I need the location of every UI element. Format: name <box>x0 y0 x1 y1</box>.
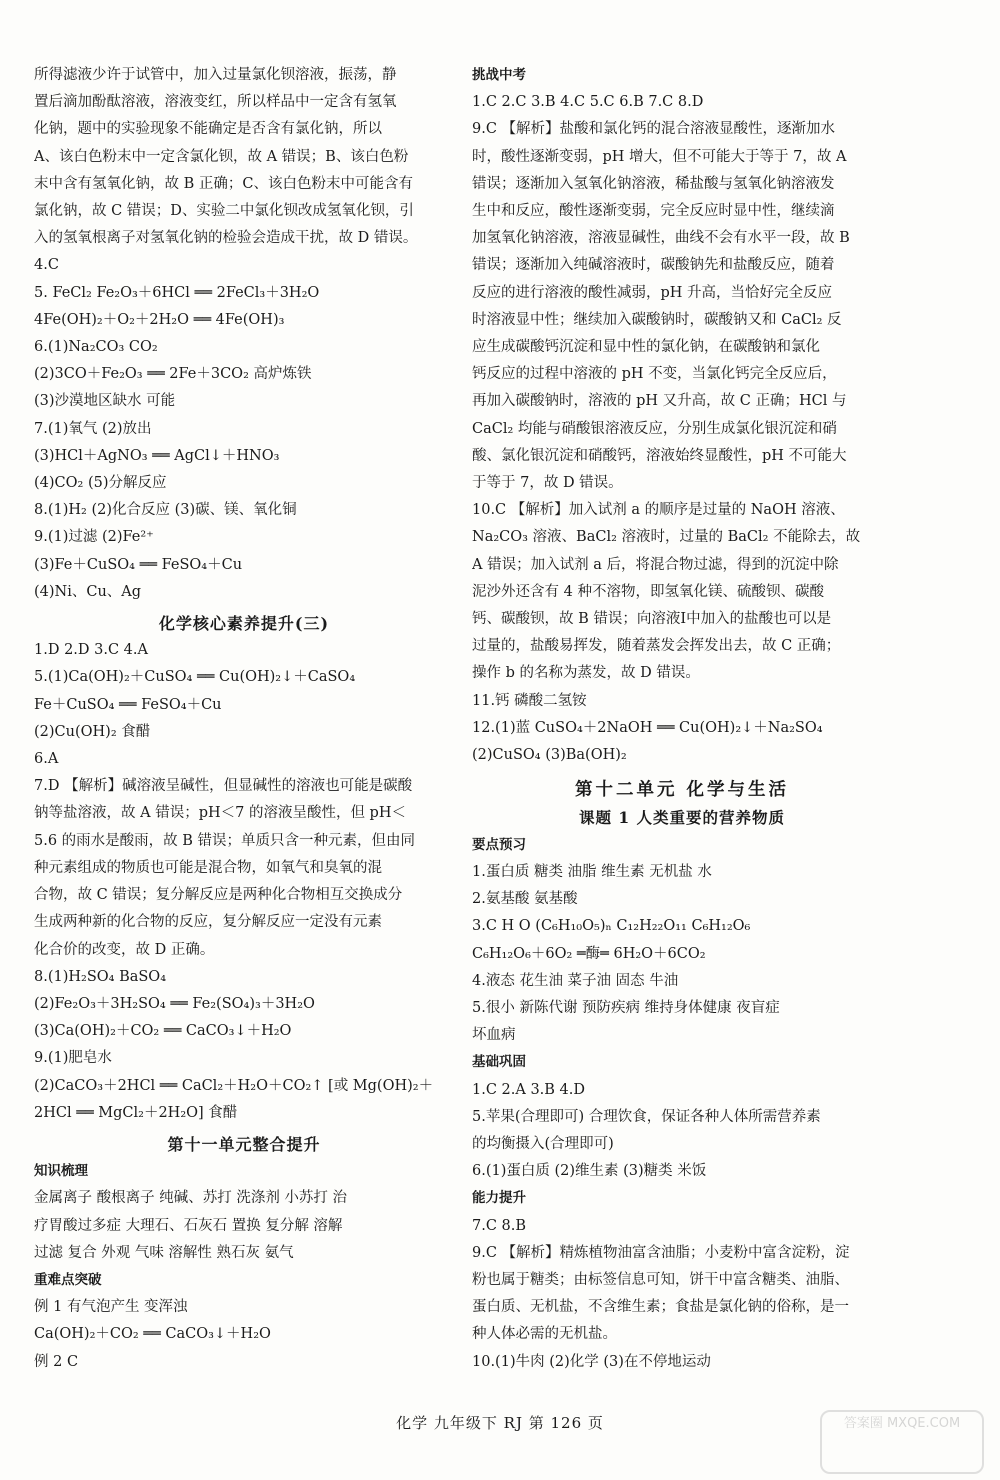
text-line: 时，酸性逐渐变弱，pH 增大，但不可能大于等于 7，故 A <box>472 148 847 165</box>
text-line: 过滤 复合 外观 气味 溶解性 熟石灰 氨气 <box>34 1244 294 1261</box>
text-line: 氯化钠，故 C 错误；D、实验二中氯化钡改成氢氧化钡，引 <box>34 203 414 220</box>
text-line: (2)Fe₂O₃＋3H₂SO₄ ══ Fe₂(SO₄)₃＋3H₂O <box>34 995 315 1012</box>
text-line: 于等于 7，故 D 错误。 <box>472 475 623 492</box>
text-line: (4)Ni、Cu、Ag <box>34 583 142 600</box>
text-line: (2)Cu(OH)₂ 食醋 <box>34 723 151 740</box>
section-heading: 第十一单元整合提升 <box>167 1134 321 1154</box>
text-line: 8.(1)H₂ (2)化合反应 (3)碳、镁、氧化铜 <box>34 502 297 519</box>
text-line: 钙、碳酸钡，故 B 错误；向溶液Ⅰ中加入的盐酸也可以是 <box>472 611 832 628</box>
text-line: 4Fe(OH)₂＋O₂＋2H₂O ══ 4Fe(OH)₃ <box>34 311 285 328</box>
text-line: 1.D 2.D 3.C 4.A <box>34 642 148 659</box>
text-line: 8.(1)H₂SO₄ BaSO₄ <box>34 968 167 985</box>
text-line: 钙反应的过程中溶液的 pH 不变，当氯化钙完全反应后， <box>472 366 837 383</box>
section-heading: 基础巩固 <box>472 1054 526 1071</box>
section-heading: 化学核心素养提升(三) <box>158 614 330 634</box>
text-line: 生中和反应，酸性逐渐变弱，完全反应时显中性，继续滴 <box>472 203 835 220</box>
text-line: 应生成碳酸钙沉淀和显中性的氯化钠，在碳酸钠和氯化 <box>472 339 820 356</box>
text-line: 错误；逐渐加入氢氧化钠溶液，稀盐酸与氢氧化钠溶液发 <box>472 175 835 192</box>
text-line: C₆H₁₂O₆＋6O₂ ═酶═ 6H₂O＋6CO₂ <box>472 945 706 962</box>
text-line: 5. FeCl₂ Fe₂O₃＋6HCl ══ 2FeCl₃＋3H₂O <box>34 284 320 301</box>
text-line: (3)沙漠地区缺水 可能 <box>34 393 176 410</box>
text-line: 所得滤液少许于试管中，加入过量氯化钡溶液，振荡，静 <box>34 67 397 83</box>
text-line: A、该白色粉末中一定含氯化钡，故 A 错误；B、该白色粉 <box>34 148 409 165</box>
text-line: 钠等盐溶液，故 A 错误；pH＜7 的溶液呈酸性，但 pH＜ <box>34 805 406 822</box>
text-line: 4.C <box>34 257 59 274</box>
text-line: 例 2 C <box>34 1353 79 1370</box>
text-line: 疗胃酸过多症 大理石、石灰石 置换 复分解 溶解 <box>34 1217 343 1234</box>
text-line: 6.A <box>34 751 59 768</box>
left-column <box>34 62 454 1376</box>
text-line: 种人体必需的无机盐。 <box>472 1326 617 1343</box>
text-line: 化合价的改变，故 D 正确。 <box>34 941 215 958</box>
text-line: 种元素组成的物质也可能是混合物，如氧气和臭氧的混 <box>34 859 382 876</box>
text-line: 5.很小 新陈代谢 预防疾病 维持身体健康 夜盲症 <box>472 999 780 1016</box>
section-heading: 重难点突破 <box>34 1271 102 1288</box>
text-line: 9.(1)过滤 (2)Fe²⁺ <box>34 529 154 546</box>
text-line: 生成两种新的化合物的反应，复分解反应一定没有元素 <box>34 914 382 931</box>
text-line: 加氢氧化钠溶液，溶液显碱性，曲线不会有水平一段，故 B <box>472 230 850 247</box>
text-line: Ca(OH)₂＋CO₂ ══ CaCO₃↓＋H₂O <box>34 1326 271 1343</box>
text-line: 坏血病 <box>472 1027 516 1044</box>
text-line: 化钠，题中的实验现象不能确定是否含有氯化钠，所以 <box>34 121 382 138</box>
section-heading: 课题 1 人类重要的营养物质 <box>578 808 786 828</box>
text-line: 合物，故 C 错误；复分解反应是两种化合物相互交换成分 <box>34 887 403 904</box>
text-line: 末中含有氢氧化钠，故 B 正确；C、该白色粉末中可能含有 <box>34 175 413 192</box>
section-heading: 能力提升 <box>472 1190 526 1207</box>
text-line: 10.(1)牛肉 (2)化学 (3)在不停地运动 <box>472 1353 711 1370</box>
text-line: (2)CaCO₃＋2HCl ══ CaCl₂＋H₂O＋CO₂↑ [或 Mg(OH)₂＋ <box>34 1077 434 1094</box>
text-line: 的均衡摄入(合理即可) <box>472 1135 614 1152</box>
text-line: 泥沙外还含有 4 种不溶物，即氢氧化镁、硫酸钡、碳酸 <box>472 583 824 600</box>
text-line: 金属离子 酸根离子 纯碱、苏打 洗涤剂 小苏打 治 <box>34 1190 348 1207</box>
text-line: 7.C 8.B <box>472 1217 527 1234</box>
text-line: 过量的，盐酸易挥发，随着蒸发会挥发出去，故 C 正确； <box>472 638 841 655</box>
text-line: 1.蛋白质 糖类 油脂 维生素 无机盐 水 <box>472 863 712 880</box>
text-line: 6.(1)蛋白质 (2)维生素 (3)糖类 米饭 <box>472 1163 707 1180</box>
section-heading: 知识梳理 <box>34 1163 88 1180</box>
section-heading: 第十二单元 化学与生活 <box>574 780 790 801</box>
text-line: 酸、氯化银沉淀和硝酸钙，溶液始终显酸性，pH 不可能大 <box>472 447 847 464</box>
text-line: 3.C H O (C₆H₁₀O₅)ₙ C₁₂H₂₂O₁₁ C₆H₁₂O₆ <box>472 918 751 935</box>
text-line: 2.氨基酸 氨基酸 <box>472 891 578 908</box>
text-line: 蛋白质、无机盐，不含维生素；食盐是氯化钠的俗称，是一 <box>472 1299 849 1316</box>
text-line: A 错误；加入试剂 a 后，将混合物过滤，得到的沉淀中除 <box>472 556 839 573</box>
section-heading: 要点预习 <box>472 836 526 853</box>
text-line: (4)CO₂ (5)分解反应 <box>34 475 167 492</box>
text-line: CaCl₂ 均能与硝酸银溶液反应，分别生成氯化银沉淀和硝 <box>472 420 837 437</box>
text-line: 9.(1)肥皂水 <box>34 1050 112 1067</box>
text-line: 5.(1)Ca(OH)₂＋CuSO₄ ══ Cu(OH)₂↓＋CaSO₄ <box>34 669 356 686</box>
text-line: 11.钙 磷酸二氢铵 <box>472 692 587 709</box>
text-line: 置后滴加酚酞溶液，溶液变红，所以样品中一定含有氢氧 <box>34 94 397 111</box>
text-line: (3)Fe＋CuSO₄ ══ FeSO₄＋Cu <box>34 556 243 573</box>
text-line: 错误；逐渐加入纯碱溶液时，碳酸钠先和盐酸反应，随着 <box>472 257 835 274</box>
text-line: 6.(1)Na₂CO₃ CO₂ <box>34 339 158 356</box>
text-line: 9.C 【解析】盐酸和氯化钙的混合溶液显酸性，逐渐加水 <box>472 121 836 138</box>
text-line: (2)3CO＋Fe₂O₃ ══ 2Fe＋3CO₂ 高炉炼铁 <box>34 366 312 383</box>
text-line: 7.D 【解析】碱溶液呈碱性，但显碱性的溶液也可能是碳酸 <box>34 778 413 795</box>
text-line: 4.液态 花生油 菜子油 固态 牛油 <box>472 972 679 989</box>
text-line: (3)Ca(OH)₂＋CO₂ ══ CaCO₃↓＋H₂O <box>34 1023 292 1040</box>
text-line: 操作 b 的名称为蒸发，故 D 错误。 <box>472 665 700 682</box>
right-column <box>472 62 892 1376</box>
text-line: 例 1 有气泡产生 变浑浊 <box>34 1299 188 1316</box>
text-line: 反应的进行溶液的酸性减弱，pH 升高，当恰好完全反应 <box>472 284 833 301</box>
text-line: 粉也属于糖类；由标签信息可知，饼干中富含糖类、油脂、 <box>472 1271 849 1288</box>
text-line: Na₂CO₃ 溶液、BaCl₂ 溶液时，过量的 BaCl₂ 不能除去，故 <box>472 529 861 546</box>
watermark-logo: 答案圈 MXQE.COM <box>820 1410 984 1474</box>
text-line: 5.苹果(合理即可) 合理饮食，保证各种人体所需营养素 <box>472 1108 821 1125</box>
text-line: 2HCl ══ MgCl₂＋2H₂O] 食醋 <box>34 1104 238 1121</box>
text-line: Fe＋CuSO₄ ══ FeSO₄＋Cu <box>34 696 222 713</box>
text-line: 1.C 2.A 3.B 4.D <box>472 1081 586 1098</box>
text-line: 时溶液显中性；继续加入碳酸钠时，碳酸钠又和 CaCl₂ 反 <box>472 311 842 328</box>
text-line: 5.6 的雨水是酸雨，故 B 错误；单质只含一种元素，但由同 <box>34 832 416 849</box>
text-line: 再加入碳酸钠时，溶液的 pH 又升高，故 C 正确；HCl 与 <box>472 393 847 410</box>
text-line: 10.C 【解析】加入试剂 a 的顺序是过量的 NaOH 溶液、 <box>472 502 845 519</box>
text-line: 7.(1)氧气 (2)放出 <box>34 420 152 437</box>
text-line: (2)CuSO₄ (3)Ba(OH)₂ <box>472 747 627 764</box>
page-footer: 化学 九年级下 RJ 第 126 页 <box>396 1414 604 1432</box>
text-line: 1.C 2.C 3.B 4.C 5.C 6.B 7.C 8.D <box>472 94 704 111</box>
text-line: 入的氢氧根离子对氢氧化钠的检验会造成干扰，故 D 错误。 <box>34 230 418 247</box>
text-line: 12.(1)蓝 CuSO₄＋2NaOH ══ Cu(OH)₂↓＋Na₂SO₄ <box>472 719 823 736</box>
text-line: (3)HCl＋AgNO₃ ══ AgCl↓＋HNO₃ <box>34 447 280 464</box>
section-heading: 挑战中考 <box>472 67 526 83</box>
text-line: 9.C 【解析】精炼植物油富含油脂；小麦粉中富含淀粉，淀 <box>472 1244 850 1261</box>
